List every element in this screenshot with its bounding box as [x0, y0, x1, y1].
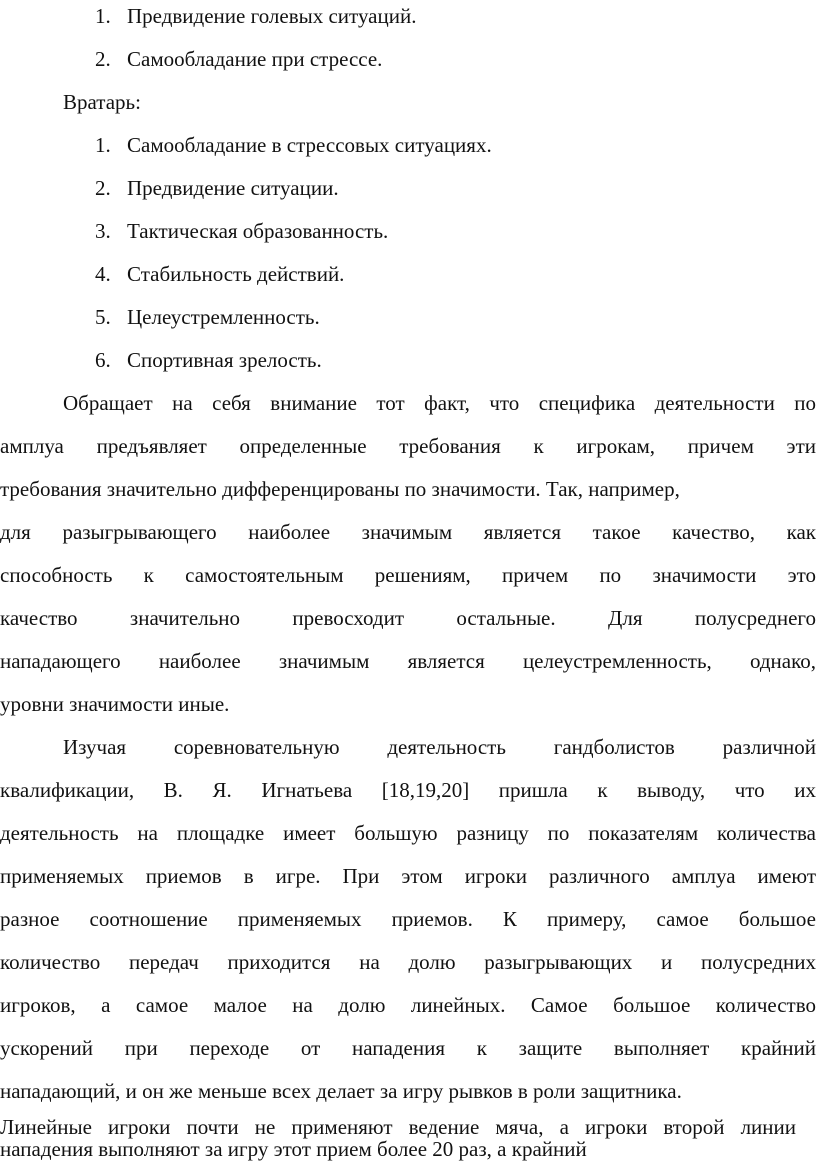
paragraph-line: ускорений при переходе от нападения к защите выполняет крайний	[0, 1036, 816, 1060]
list-text: Предвидение ситуации.	[127, 176, 339, 200]
paragraph-line: разное соотношение применяемых приемов. К примеру, самое большое	[0, 907, 816, 931]
list-text: Стабильность действий.	[127, 262, 345, 286]
paragraph-line: требования значительно дифференцированы по значимости. Так, например,	[0, 477, 680, 501]
paragraph-line: игроков, а самое малое на долю линейных. Самое большое количество	[0, 993, 816, 1017]
paragraph-line: квалификации, В. Я. Игнатьева [18,19,20] пришла к выводу, что их	[0, 778, 816, 802]
list-number: 2.	[95, 176, 111, 200]
list-text: Самообладание при стрессе.	[127, 47, 383, 71]
paragraph-line: амплуа предъявляет определенные требования к игрокам, причем эти	[0, 434, 816, 458]
list-text: Целеустремленность.	[127, 305, 320, 329]
list-item	[95, 261, 344, 287]
list-item	[95, 304, 320, 330]
list-number: 6.	[95, 348, 111, 372]
list-number: 5.	[95, 305, 111, 329]
paragraph-line: нападающего наиболее значимым является целеустремленность, однако,	[0, 649, 816, 673]
paragraph-line: Обращает на себя внимание тот факт, что специфика деятельности по	[63, 391, 816, 415]
paragraph-line: нападающий, и он же меньше всех делает за игру рывков в роли защитника.	[0, 1079, 682, 1103]
list-item	[95, 218, 388, 244]
list-item	[95, 175, 339, 201]
list-item	[95, 3, 416, 29]
paragraph-line: качество значительно превосходит остальные. Для полусреднего	[0, 606, 816, 630]
list-text: Тактическая образованность.	[127, 219, 389, 243]
paragraph-line: Линейные игроки почти не применяют ведение мяча, а игроки второй линии	[0, 1115, 796, 1139]
list-number: 2.	[95, 47, 111, 71]
list-number: 4.	[95, 262, 111, 286]
list-item	[95, 46, 382, 72]
list-number: 1.	[95, 4, 111, 28]
paragraph-line: применяемых приемов в игре. При этом игроки различного амплуа имеют	[0, 864, 816, 888]
paragraph-line: уровни значимости иные.	[0, 692, 230, 716]
list-text: Самообладание в стрессовых ситуациях.	[127, 133, 492, 157]
list-number: 3.	[95, 219, 111, 243]
list-item	[95, 347, 322, 373]
paragraph-line: нападения выполняют за игру этот прием более 20 раз, а крайний	[0, 1137, 587, 1161]
paragraph-line: для разыгрывающего наиболее значимым является такое качество, как	[0, 520, 816, 544]
goalkeeper-heading: Вратарь:	[63, 90, 141, 114]
paragraph-line: Изучая соревновательную деятельность гандболистов различной	[63, 735, 816, 759]
list-number: 1.	[95, 133, 111, 157]
paragraph-line: способность к самостоятельным решениям, причем по значимости это	[0, 563, 816, 587]
list-text: Спортивная зрелость.	[127, 348, 322, 372]
paragraph-line: деятельность на площадке имеет большую разницу по показателям количества	[0, 821, 816, 845]
paragraph-line: количество передач приходится на долю разыгрывающих и полусредних	[0, 950, 816, 974]
list-text: Предвидение голевых ситуаций.	[127, 4, 417, 28]
list-item	[95, 132, 492, 158]
